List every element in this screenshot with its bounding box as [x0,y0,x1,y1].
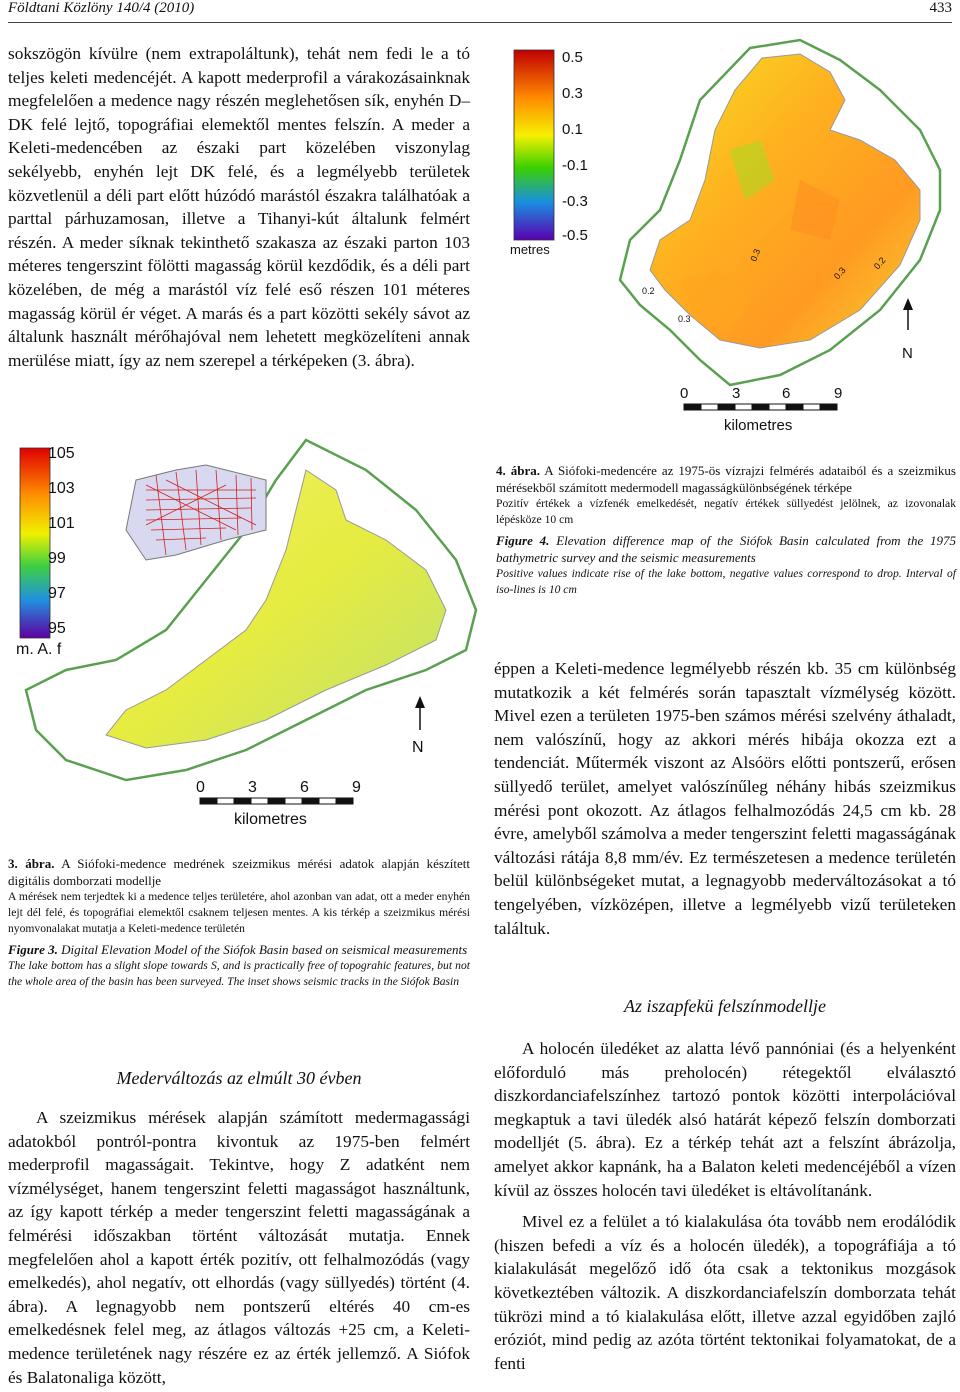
scale-tick: 3 [732,385,741,402]
caption-hu-small: A mérések nem terjedtek ki a medence teljes területére, ahol azonban van adat, ott a meder enyhén lejt dél felé, és topográfiai elemektől csaknem teljesen mentes. A kis térkép a szeizmikus mérési nyomvonalakat mutatja a Keleti-medence területén [8,890,470,935]
contour-label: 0.3 [748,247,763,263]
north-label: N [412,739,424,756]
legend-value: 95 [48,620,66,637]
legend-unit: metres [510,242,550,257]
left-top-text: sokszögön kívülre (nem extrapoláltunk), tehát nem fedi le a tó teljes keleti medencéjét. A kapott mederprofil a várakozásainknak megfelelően a medence nagy részén meglehetősen sík, enyhén D–DK felé lejtő, topográfiai elemektől mentes felszín. A meder a Keleti-medencében az északi part közelében viszonylag sekélyebb, enyhén lejt DK felé, és a legmélyebb területek közvetlenül a déli part előtt húzódó marástól északra találhatóak a parttal párhuzamosan, illetve a Tihanyi-kút általunk felmért részén. A meder síknak tekinthető szakasza az északi parton 103 méteres tengerszint fölötti magasság körül kezdődik, és a déli part közelében, de még a marástól víz felé eső részen 101 méteres magasság körül ér véget. A marás és a part közötti sekély sávot az általunk használt mérőhajóval nem lehetett megközelíteni annak merülése miatt, így az nem szerepel a térképeken (3. ábra). [8,44,470,370]
caption-en-small: The lake bottom has a slight slope towards S, and is practically free of topograhic features, but not the whole area of the basin has been surveyed. The inset shows seismic tracks in the Siófok Basin [8,959,470,988]
legend-value: -0.5 [562,227,588,244]
left-section-para: A szeizmikus mérések alapján számított medermagassági adatokból pontról-pontra kivontuk az 1975-ben felmért mederprofil magasságait. Tekintve, hogy Z adatként nem vízmélységet, hanem tengerszint feletti magasságot használtunk, az így kapott térkép a meder tengerszint feletti magasságának a felmérési időszakban történt változását mutatja. Ennek megfelelően ahol a kapott érték pozitív, ott felhalmozódás (vagy emelkedés), ahol negatív, ott elhordás (vagy süllyedés) történt (4. ábra). A legnagyobb nem pontszerű eltérés 40 cm-es emelkedésnek felel meg, az átlagos változás +25 cm, a Keleti-medence területének nagy részére ez az érték jellemző. A Siófok és Balatonaliga között, [8,1108,470,1387]
right-para-2: Mivel ez a felület a tó kialakulása óta tovább nem erodálódik (hiszen befedi a víz és a holocén üledék), a topográfiája a tó kialakulását megelőző idő óta csak a tektonikus mozgások következtében változik. A diszkordanciafelszín domborzata tehát tükrözi mind a tó kialakulása előtt, illetve azzal egyidőben zajló eróziót, mind pedig az azóta történt tektonikai folyamatokat, de a fenti [494,1212,956,1373]
right-para-1: A holocén üledéket az alatta lévő pannóniai (és a helyenként előforduló más preholocén) rétegektől elválasztó diszkordanciafelszínhez tartozó pontok közötti interpolációval megkaptuk a tavi üledék alsó határát képező felszín domborzati modelljét (5. ábra). Ez a térkép tehát azt a felszínt ábrázolja, amelyet akkor kapnánk, ha a Balaton keleti medencéjéből a vízen kívül az összes holocén tavi üledéket is eltávolítanánk. [494,1039,956,1200]
caption-label: 3. ábra. [8,856,55,871]
caption-en-label: Figure 4. [496,533,550,548]
contour-label: 0.2 [871,255,888,272]
caption-hu: A Siófoki-medence medrének szeizmikus mérési adatok alapján készített digitális domborzati modellje [8,856,470,888]
caption-label: 4. ábra. [496,463,540,478]
legend-value: 0.5 [562,49,583,66]
legend-value: 0.3 [562,85,583,102]
figure3-map [6,430,486,850]
legend-unit: m. A. f [16,641,62,658]
left-section-text [8,1106,470,1389]
right-text-1: éppen a Keleti-medence legmélyebb részén kb. 35 cm különbség mutatkozik a két felmérés során tapasztalt vízmélység között. Mivel ezen a területen 1975-ben számos mérési szelvény áthaladt, nem valószínű, hogy az akkori mérés hibája okozza ezt a tendenciát. Műtermék viszont az Alsóörs előtti pontszerű, erősen süllyedő terület, amelyet valószínűleg néhány hibás szeizmikus mérési pont okozott. Az átlagos felhalmozódás 24,5 cm kb. 28 évre, amelyből számolva a meder tengerszint feletti magasságának változási rátája 8,8 mm/év. Ez természetesen a medence területén belül különbségeket mutat, a legnagyobb mederváltozásokat a tó tengelyében, vízközépen, illetve a legmélyebb vizű területeken találtuk. [494,659,956,938]
section-heading-left: Mederváltozás az elmúlt 30 évben [116,1068,362,1088]
page-number: 433 [929,0,952,16]
section-heading-right: Az iszapfekü felszínmodellje [624,996,826,1016]
inset-map [126,465,266,560]
legend-value: 99 [48,550,66,567]
right-section-text [494,1037,956,1375]
scale-bar [684,404,837,410]
header-rule [8,22,952,23]
caption-hu-small: Pozitív értékek a vízfenék emelkedését, negatív értékek süllyedést jelölnek, az izovonalak lépésköze 10 cm [496,497,956,526]
caption-en-small: Positive values indicate rise of the lake bottom, negative values correspond to drop. Interval of iso-lines is 10 cm [496,567,956,596]
legend-value: 103 [48,480,75,497]
figure4-map [500,30,960,450]
scale-tick: 9 [834,385,843,402]
caption-en: Elevation difference map of the Siófok Basin calculated from the 1975 bathymetric survey and the seismic measurements [496,533,957,565]
scale-tick: 6 [782,385,791,402]
left-top-paragraph [8,42,470,372]
figure3-caption [8,855,470,990]
legend-value: -0.3 [562,193,588,210]
scale-tick: 0 [680,385,689,402]
legend-value: 101 [48,515,75,532]
legend-bar [514,50,554,240]
legend-bar [20,448,50,638]
scale-tick: 0 [196,779,205,796]
legend-value: 97 [48,585,66,602]
scale-bar [200,798,353,804]
scale-unit: kilometres [724,417,793,434]
north-label: N [902,345,913,362]
journal-header: Földtani Közlöny 140/4 (2010) [8,0,195,16]
contour-label: 0.2 [642,286,655,296]
legend-value: -0.1 [562,157,588,174]
caption-en-label: Figure 3. [8,942,58,957]
caption-en: Digital Elevation Model of the Siófok Basin based on seismical measurements [61,942,468,957]
figure4-caption [496,462,956,598]
scale-tick: 6 [300,779,309,796]
scale-tick: 9 [352,779,361,796]
contour-label: 0.3 [678,314,691,324]
scale-tick: 3 [248,779,257,796]
contour-label: 0.3 [831,265,848,282]
caption-hu: A Siófoki-medencére az 1975-ös vízrajzi felmérés adataiból és a szeizmikus mérésekből számított medermodell magasságkülönbségének térképe [496,463,956,495]
right-paragraph-1 [494,657,956,940]
legend-value: 105 [48,445,75,462]
legend-value: 0.1 [562,121,583,138]
scale-unit: kilometres [234,811,307,828]
